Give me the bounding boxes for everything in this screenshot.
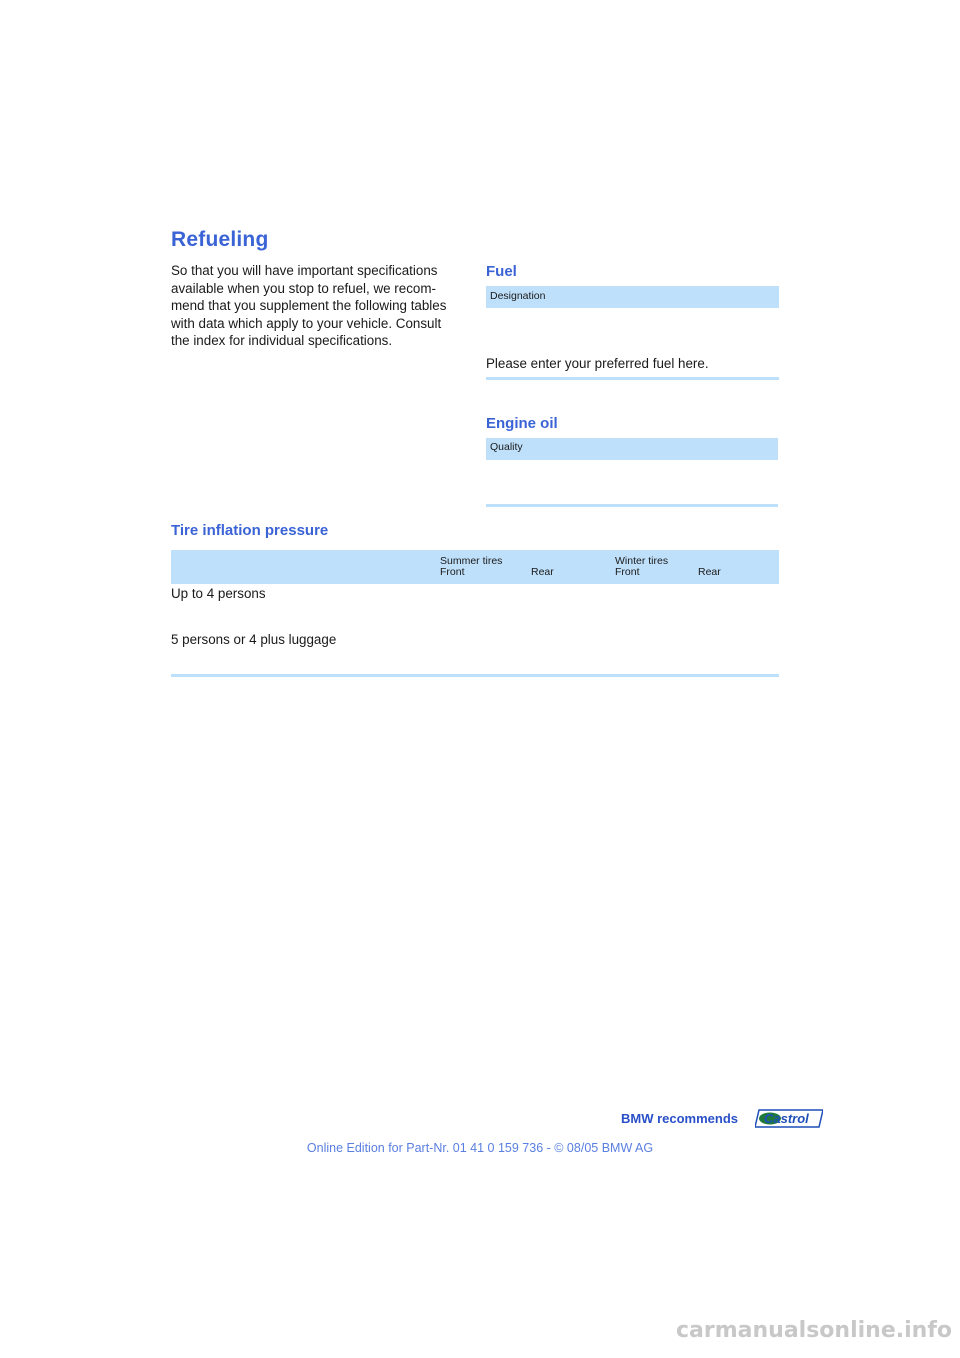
bmw-recommends-text: BMW recommends (621, 1111, 739, 1126)
fuel-note: Please enter your preferred fuel here. (486, 356, 709, 371)
engine-oil-quality-bar (486, 438, 778, 460)
intro-line: mend that you supplement the following tables (171, 298, 447, 314)
fuel-designation-bar (486, 286, 779, 308)
page-title: Refueling (171, 228, 269, 251)
fuel-divider (486, 377, 779, 380)
castrol-logo (755, 1109, 823, 1128)
intro-line: available when you stop to refuel, we recom- (171, 280, 436, 296)
watermark: carmanualsonline.info (676, 1318, 952, 1343)
intro-line: with data which apply to your vehicle. Consult (171, 315, 442, 331)
online-edition-footer: Online Edition for Part-Nr. 01 41 0 159 736 - © 08/05 BMW AG (306, 1141, 654, 1155)
winter-rear-label: Rear (698, 566, 721, 578)
intro-line: the index for individual specifications. (171, 333, 393, 349)
tire-pressure-header-bar (171, 550, 779, 584)
tire-row-label: 5 persons or 4 plus luggage (171, 632, 337, 647)
fuel-heading: Fuel (486, 263, 517, 280)
fuel-designation-label: Designation (490, 290, 546, 302)
svg-text:Castrol: Castrol (764, 1111, 809, 1126)
intro-line: So that you will have important specifications (171, 263, 438, 278)
summer-front-label: Front (440, 566, 465, 578)
tire-pressure-divider (171, 674, 779, 677)
engine-oil-divider (486, 504, 778, 507)
intro-paragraph (171, 262, 471, 350)
winter-front-label: Front (615, 566, 640, 578)
summer-tires-label: Summer tires (440, 555, 503, 567)
winter-tires-label: Winter tires (615, 555, 669, 567)
tire-pressure-heading: Tire inflation pressure (171, 522, 329, 539)
tire-row-label: Up to 4 persons (171, 586, 266, 601)
engine-oil-quality-label: Quality (490, 441, 523, 453)
engine-oil-heading: Engine oil (486, 415, 558, 432)
summer-rear-label: Rear (531, 566, 554, 578)
